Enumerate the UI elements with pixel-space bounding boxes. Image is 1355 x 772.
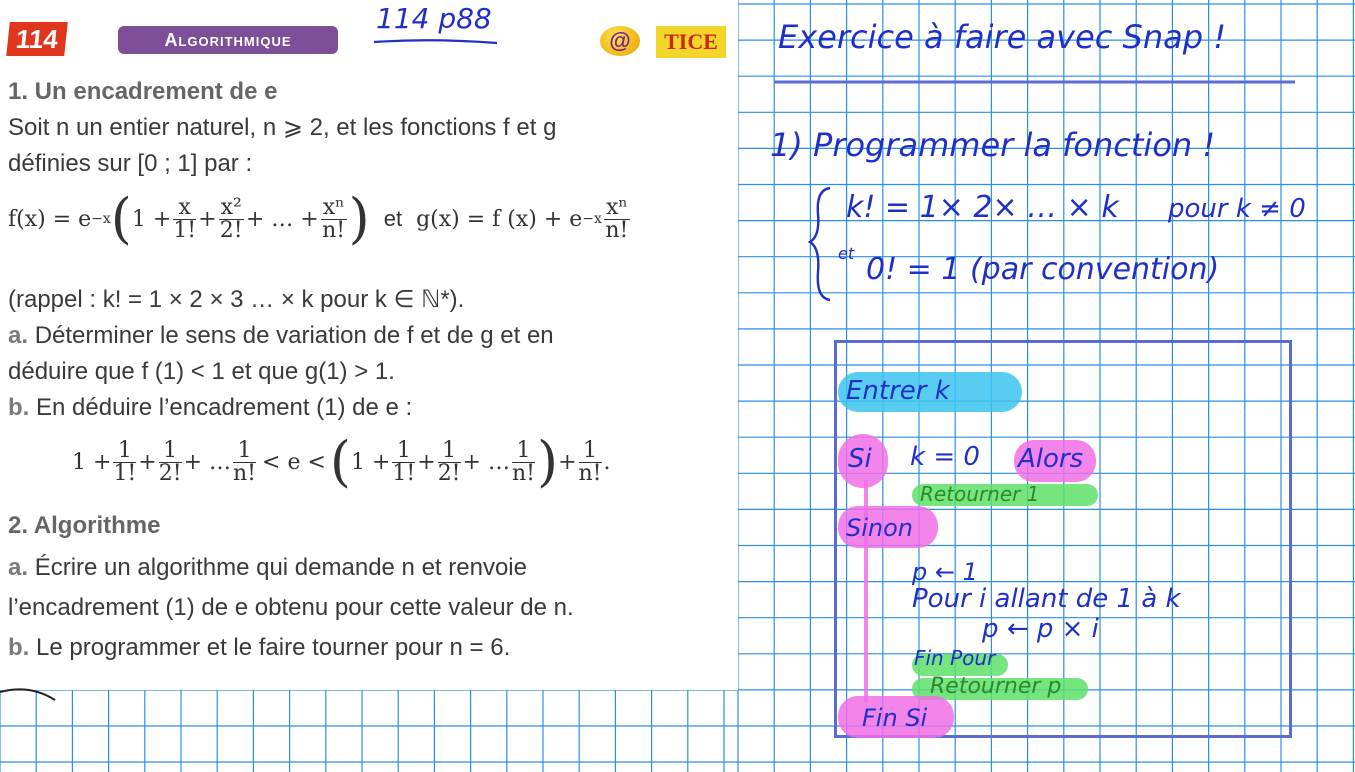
q2a-label: a. (8, 554, 29, 581)
enc-lt-e-lt: < e < (262, 449, 326, 475)
algo-si: Si (848, 444, 872, 474)
algo-condition: k = 0 (910, 442, 980, 472)
enc-den-3: n! (233, 460, 257, 486)
question-2a-line-1 (8, 554, 527, 582)
algo-sinon: Sinon (846, 514, 914, 542)
enc-plus-2: + (417, 449, 436, 475)
frac-g-num: xⁿ (605, 194, 628, 220)
definition-line-1: k! = 1× 2× … × k (846, 190, 1119, 225)
enc-num-5: 1 (438, 440, 461, 463)
intro-line-2: définies sur [0 ; 1] par : (8, 150, 253, 177)
q2b-text: Le programmer et le faire tourner pour n = 6. (36, 634, 511, 661)
enc-dots-2: + … (462, 449, 510, 475)
question-2b-line-1 (8, 634, 510, 662)
formula-plus: + (198, 206, 217, 232)
enc-num-6: 1 (512, 440, 535, 463)
enc-left: 1 + (72, 449, 112, 475)
q1a-label: a. (8, 322, 29, 349)
question-2a-line-2: l’encadrement (1) de e obtenu pour cette valeur de n. (8, 594, 574, 621)
enc-num-3: 1 (233, 440, 256, 463)
enc-left-2: 1 + (350, 449, 391, 475)
item-1: 1) Programmer la fonction ! (770, 126, 1216, 164)
frac-den-2: 2! (219, 217, 243, 243)
enc-num-7: 1 (579, 440, 602, 463)
algo-assign: p ← p × i (982, 614, 1099, 644)
enc-num-4: 1 (392, 440, 415, 463)
heading-underline (770, 76, 1300, 88)
exercise-number-badge: 114 (6, 22, 68, 56)
q1a-text: Déterminer le sens de variation de f et de g et en (34, 322, 554, 349)
q1b-text: En déduire l’encadrement (1) de e : (36, 394, 413, 421)
frac-den-1: 1! (173, 217, 197, 243)
q1b-label: b. (8, 394, 30, 421)
definition-brace (808, 184, 838, 304)
formula-f-g: f(x) = e −x ( 1 + $\frac{x}{1!}$ + $\frac{\text{x²}}{2!}$ + … + $\frac{\text{xⁿ}}{n!}$ ) et g(x) = f (x) + e −x $\frac{\text{xⁿ}}{n!}$ (8, 187, 629, 250)
algo-entrer: Entrer k (846, 376, 950, 406)
enc-plus-3: + (558, 449, 577, 475)
category-badge: Algorithmique (118, 26, 338, 54)
frac-g-den: n! (605, 217, 629, 243)
page-reference: 114 p88 (376, 2, 492, 35)
enc-den-2: 2! (158, 460, 182, 486)
algo-fin-pour: Fin Pour (914, 646, 996, 670)
tice-badge: TICE (656, 26, 726, 58)
question-1a-line-1 (8, 322, 554, 350)
formula-et: et (383, 206, 403, 231)
enc-num-1: 1 (113, 440, 136, 463)
formula-term-1: 1 + (131, 206, 172, 232)
algo-init: p ← 1 (912, 558, 978, 586)
enc-dots-1: + … (183, 449, 231, 475)
formula-g-prefix: g(x) = f (x) + e (416, 206, 583, 232)
page-reference-underline (372, 36, 502, 48)
algo-retourner-1: Retourner 1 (920, 482, 1040, 506)
formula-exponent: −x (91, 211, 111, 227)
part2-title: 2. Algorithme (8, 512, 161, 539)
frac-num-xn: xⁿ (322, 194, 345, 220)
encadrement-formula: 1 + $\frac{1}{1!}$ + $\frac{1}{2!}$ + … $\frac{1}{n!}$ < e < ( 1 + $\frac{1}{1!}$ + $\frac{1}{2!}$ + … $\frac{1}{n!}$ ) + $\frac{1}{n!}$ . (72, 430, 611, 493)
algo-alors: Alors (1018, 444, 1084, 474)
q2a-text: Écrire un algorithme qui demande n et renvoie (34, 554, 527, 581)
enc-den-1: 1! (113, 460, 137, 486)
algo-retourner-p: Retourner p (930, 674, 1062, 699)
intro-line-1: Soit n un entier naturel, n ⩾ 2, et les fonctions f et g (8, 114, 557, 141)
frac-den-n: n! (322, 217, 346, 243)
web-icon: @ (600, 26, 640, 56)
definition-line-1-condition: pour k ≠ 0 (1168, 194, 1306, 224)
part1-title: 1. Un encadrement de e (8, 78, 278, 105)
question-1b-line-1 (8, 394, 412, 422)
question-1a-line-2: déduire que f (1) < 1 et que g(1) > 1. (8, 358, 395, 385)
q2b-label: b. (8, 634, 30, 661)
enc-den-6: n! (511, 460, 535, 486)
formula-g-exponent: −x (582, 211, 602, 227)
definition-line-2: 0! = 1 (par convention) (866, 252, 1220, 287)
enc-plus-1: + (138, 449, 157, 475)
frac-num-x: x (173, 197, 196, 220)
algo-fin-si: Fin Si (862, 704, 928, 732)
frac-num-x2: x² (220, 194, 242, 220)
reminder: (rappel : k! = 1 × 2 × 3 … × k pour k ∈ ℕ*). (8, 286, 465, 313)
enc-end: . (603, 449, 611, 475)
formula-f-prefix: f(x) = e (8, 206, 92, 232)
formula-dots: + … + (245, 206, 319, 232)
textbook-lower-edge (0, 680, 60, 710)
enc-den-7: n! (578, 460, 602, 486)
enc-den-4: 1! (392, 460, 416, 486)
notes-heading: Exercice à faire avec Snap ! (778, 18, 1227, 56)
algo-pour: Pour i allant de 1 à k (912, 584, 1181, 614)
enc-num-2: 1 (159, 440, 182, 463)
enc-den-5: 2! (437, 460, 461, 486)
definition-et: et (838, 244, 855, 263)
